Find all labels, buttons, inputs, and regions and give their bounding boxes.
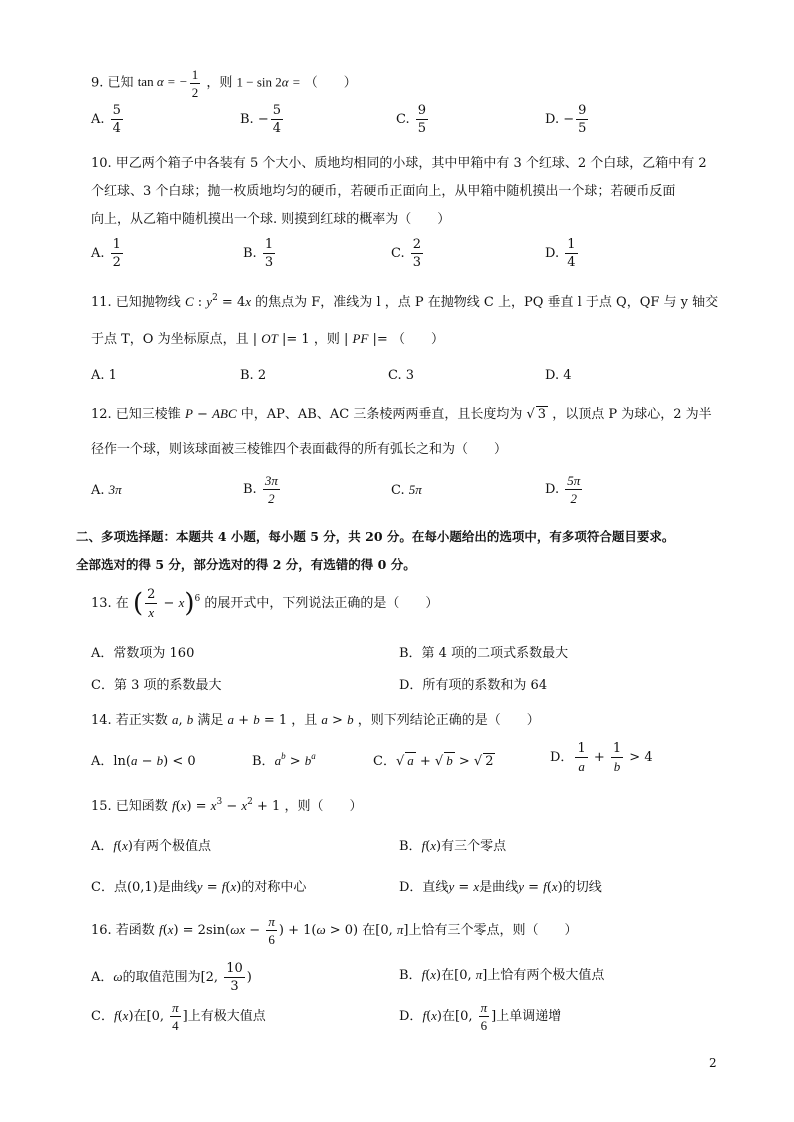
q14-stem: 14. 若正实数 a, b 满足 a + b = 1 ，且 a > b ，则下列结论正确的是（ ）: [91, 712, 540, 728]
q10-option-c: C. $\frac{2}{3}$: [391, 237, 422, 270]
q9-option-a: A. $\frac{5}{4}$: [91, 103, 121, 136]
q11-option-c: C. 3: [388, 368, 415, 383]
q12-line-2: 径作一个球，则该球面被三棱锥四个表面截得的所有弧长之和为（ ）: [91, 442, 508, 457]
q16-option-d: D．f(x)在[0, $\frac{\pi}{6}$ ]上单调递增: [399, 1000, 562, 1033]
q13-stem: 13. 在 ( $\frac{2}{x}$ − x)$^6$ 的展开式中，下列说法正确的是（ ）: [91, 587, 439, 620]
page-number: 2: [709, 1056, 717, 1070]
q10-line-2: 个红球、3 个白球；抛一枚质地均匀的硬币，若硬币正面向上，从甲箱中随机摸出一个球；若硬币反面: [91, 184, 676, 199]
q15-option-c: C．点(0,1)是曲线y = f(x)的对称中心: [91, 879, 307, 895]
q12-option-b: B. $\frac{3\pi}{2}$: [243, 473, 278, 506]
q15-stem: 15. 已知函数 $f(x) = x^3 - x^2 + 1$ ，则（ ）: [91, 797, 363, 814]
q15-option-a: A．f(x)有两个极值点: [91, 838, 211, 854]
q9-option-c: C. $\frac{9}{5}$: [396, 103, 427, 136]
q12-option-a: A. 3π: [91, 482, 122, 498]
q13-option-a: A．常数项为 160: [91, 646, 195, 661]
q9-mid: ，则: [206, 75, 233, 91]
q12-line-1: 12. 已知三棱锥 P − ABC 中，AP、AB、AC 三条棱两两垂直，且长度均为 √ 3 ，以顶点 P 为球心，2 为半: [91, 406, 712, 422]
q11-line-2: 于点 T，O 为坐标原点，且 | OT |= 1 ，则 | PF |= （ ）: [91, 331, 444, 347]
section-2-heading: 二、多项选择题：本题共 4 小题，每小题 5 分，共 20 分。在每小题给出的选项中，有多项符合题目要求。: [76, 529, 675, 544]
q9-formula: tan α = − $\frac{1}{2}$: [137, 67, 199, 100]
q16-option-c: C．f(x)在[0, $\frac{\pi}{4}$ ]上有极大值点: [91, 1000, 266, 1033]
q9-target: 1 − sin 2α =: [236, 74, 301, 90]
q12-option-c: C. 5π: [391, 482, 422, 498]
q13-option-b: B．第 4 项的二项式系数最大: [399, 646, 569, 661]
q9-option-b: B. − $\frac{5}{4}$: [240, 103, 282, 136]
q16-stem: 16. 若函数 f(x) = 2sin(ωx − $\frac{\pi}{6}$ ) + 1(ω > 0) 在[0, π]上恰有三个零点，则（ ）: [91, 914, 578, 947]
q11-line-1: 11. 已知抛物线 C : $y^2 = 4x$ 的焦点为 F，准线为 l ，点 P 在抛物线 C 上，PQ 垂直 l 于点 Q，QF 与 y 轴交: [91, 293, 719, 310]
q11-option-d: D. 4: [545, 368, 572, 383]
q11-option-a: A. 1: [91, 368, 117, 383]
q14-option-b: B．$a^b > b^a$: [252, 751, 316, 769]
q9-suffix: （ ）: [304, 75, 357, 91]
q10-option-b: B. $\frac{1}{3}$: [243, 237, 274, 270]
q14-option-d: D． $\frac{1}{a}$ + $\frac{1}{b}$ > 4: [550, 741, 653, 774]
q9-prefix: 9. 已知: [91, 75, 134, 91]
q16-option-a: A．ω的取值范围为[2, $\frac{10}{3}$ ): [91, 961, 252, 994]
q13-option-c: C．第 3 项的系数最大: [91, 678, 222, 693]
q15-option-b: B．f(x)有三个零点: [399, 838, 507, 854]
q12-option-d: D. $\frac{5\pi}{2}$: [545, 473, 581, 506]
q9-option-d: D. − $\frac{9}{5}$: [545, 103, 587, 136]
section-2-scoring: 全部选对的得 5 分，部分选对的得 2 分，有选错的得 0 分。: [76, 557, 416, 572]
q14-option-a: A．ln(a − b) < 0: [91, 753, 196, 769]
q16-option-b: B．f(x)在[0, π]上恰有两个极大值点: [399, 967, 605, 983]
q10-option-a: A. $\frac{1}{2}$: [91, 237, 121, 270]
q11-option-b: B. 2: [240, 368, 267, 383]
q15-option-d: D．直线y = x是曲线y = f(x)的切线: [399, 879, 602, 895]
q10-option-d: D. $\frac{1}{4}$: [545, 237, 576, 270]
q9-stem: [91, 68, 357, 99]
q10-line-3: 向上，从乙箱中随机摸出一个球. 则摸到红球的概率为（ ）: [91, 212, 451, 227]
q14-option-c: C．√ a + √ b > √ 2: [373, 753, 494, 769]
q13-option-d: D．所有项的系数和为 64: [399, 678, 548, 693]
q10-line-1: 10. 甲乙两个箱子中各装有 5 个大小、质地均相同的小球，其中甲箱中有 3 个红球、2 个白球，乙箱中有 2: [91, 156, 707, 171]
